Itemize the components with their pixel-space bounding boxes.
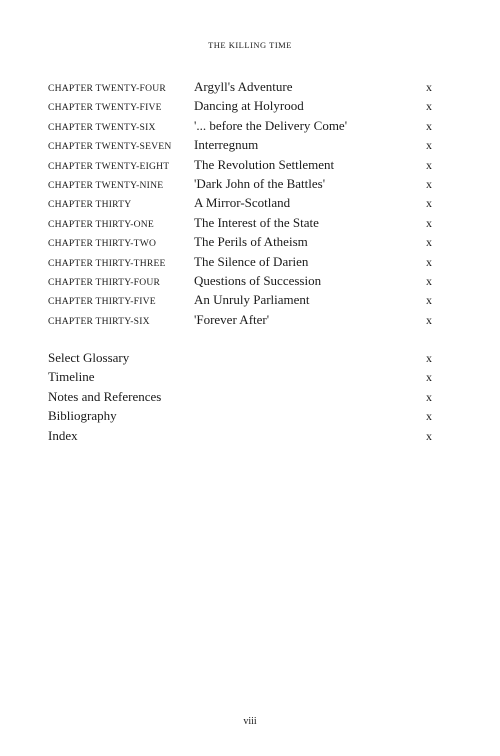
page-number: x [426, 409, 432, 424]
back-matter-row [48, 369, 432, 388]
chapter-number: CHAPTER TWENTY-FOUR [48, 83, 166, 94]
page-number: x [426, 273, 432, 288]
chapter-number: CHAPTER THIRTY-THREE [48, 257, 166, 269]
page-number: x [426, 138, 432, 153]
chapter-title: A Mirror-Scotland [194, 195, 291, 211]
page-number: x [426, 389, 432, 404]
back-matter-list [48, 350, 432, 447]
page-number: x [426, 428, 432, 443]
page-number: x [426, 80, 432, 94]
chapter-title: Questions of Succession [194, 272, 322, 288]
chapter-number: CHAPTER THIRTY-SIX [48, 315, 150, 327]
toc-row [48, 79, 432, 98]
back-matter-row [48, 428, 432, 447]
chapter-number: CHAPTER THIRTY-FOUR [48, 276, 161, 288]
chapter-title: The Interest of the State [194, 214, 319, 230]
page-number: x [426, 157, 432, 172]
chapter-number: CHAPTER TWENTY-EIGHT [48, 160, 170, 172]
chapter-number: CHAPTER TWENTY-SIX [48, 121, 156, 133]
page-number: x [426, 254, 432, 269]
page-number: x [426, 370, 432, 385]
page-folio: viii [243, 716, 257, 727]
toc-row [48, 137, 432, 156]
chapter-number: CHAPTER TWENTY-FIVE [48, 102, 162, 114]
chapter-title: Interregnum [194, 137, 259, 153]
chapter-title: An Unruly Parliament [194, 292, 310, 308]
chapter-title: The Silence of Darien [194, 253, 309, 269]
running-head: THE KILLING TIME [208, 40, 292, 50]
toc-row [48, 273, 432, 292]
toc-row [48, 118, 432, 137]
page-number: x [426, 196, 432, 211]
chapter-title: Argyll's Adventure [194, 79, 293, 94]
toc-row [48, 98, 432, 117]
back-matter-title: Index [48, 427, 78, 443]
toc-row [48, 195, 432, 214]
chapter-title: The Revolution Settlement [194, 156, 335, 172]
chapter-title: '... before the Delivery Come' [194, 117, 348, 133]
chapter-number: CHAPTER THIRTY-ONE [48, 218, 154, 230]
page-number: x [426, 312, 432, 327]
back-matter-title: Notes and References [48, 388, 162, 404]
chapter-title: 'Forever After' [194, 311, 270, 327]
toc-row [48, 215, 432, 234]
chapter-number: CHAPTER TWENTY-NINE [48, 179, 164, 191]
back-matter-title: Select Glossary [48, 350, 130, 365]
chapter-number: CHAPTER THIRTY-TWO [48, 238, 157, 250]
toc-row [48, 292, 432, 311]
back-matter-title: Timeline [48, 369, 95, 385]
page-number: x [426, 351, 432, 365]
toc-row [48, 254, 432, 273]
chapter-title: 'Dark John of the Battles' [194, 175, 326, 191]
page-number: x [426, 118, 432, 133]
chapter-number: CHAPTER THIRTY [48, 199, 132, 211]
back-matter-title: Bibliography [48, 408, 117, 424]
toc-row [48, 312, 432, 331]
toc-row [48, 157, 432, 176]
toc-row [48, 234, 432, 253]
page-number: x [426, 235, 432, 250]
chapter-list [48, 79, 432, 331]
chapter-title: The Perils of Atheism [194, 234, 308, 250]
chapter-number: CHAPTER TWENTY-SEVEN [48, 141, 172, 153]
page-number: x [426, 176, 432, 191]
page-number: x [426, 215, 432, 230]
chapter-number: CHAPTER THIRTY-FIVE [48, 296, 156, 308]
chapter-title: Dancing at Holyrood [194, 98, 304, 114]
back-matter-row [48, 408, 432, 427]
page-number: x [426, 99, 432, 114]
toc-row [48, 176, 432, 195]
page-number: x [426, 293, 432, 308]
back-matter-row [48, 389, 432, 408]
back-matter-row [48, 350, 432, 369]
